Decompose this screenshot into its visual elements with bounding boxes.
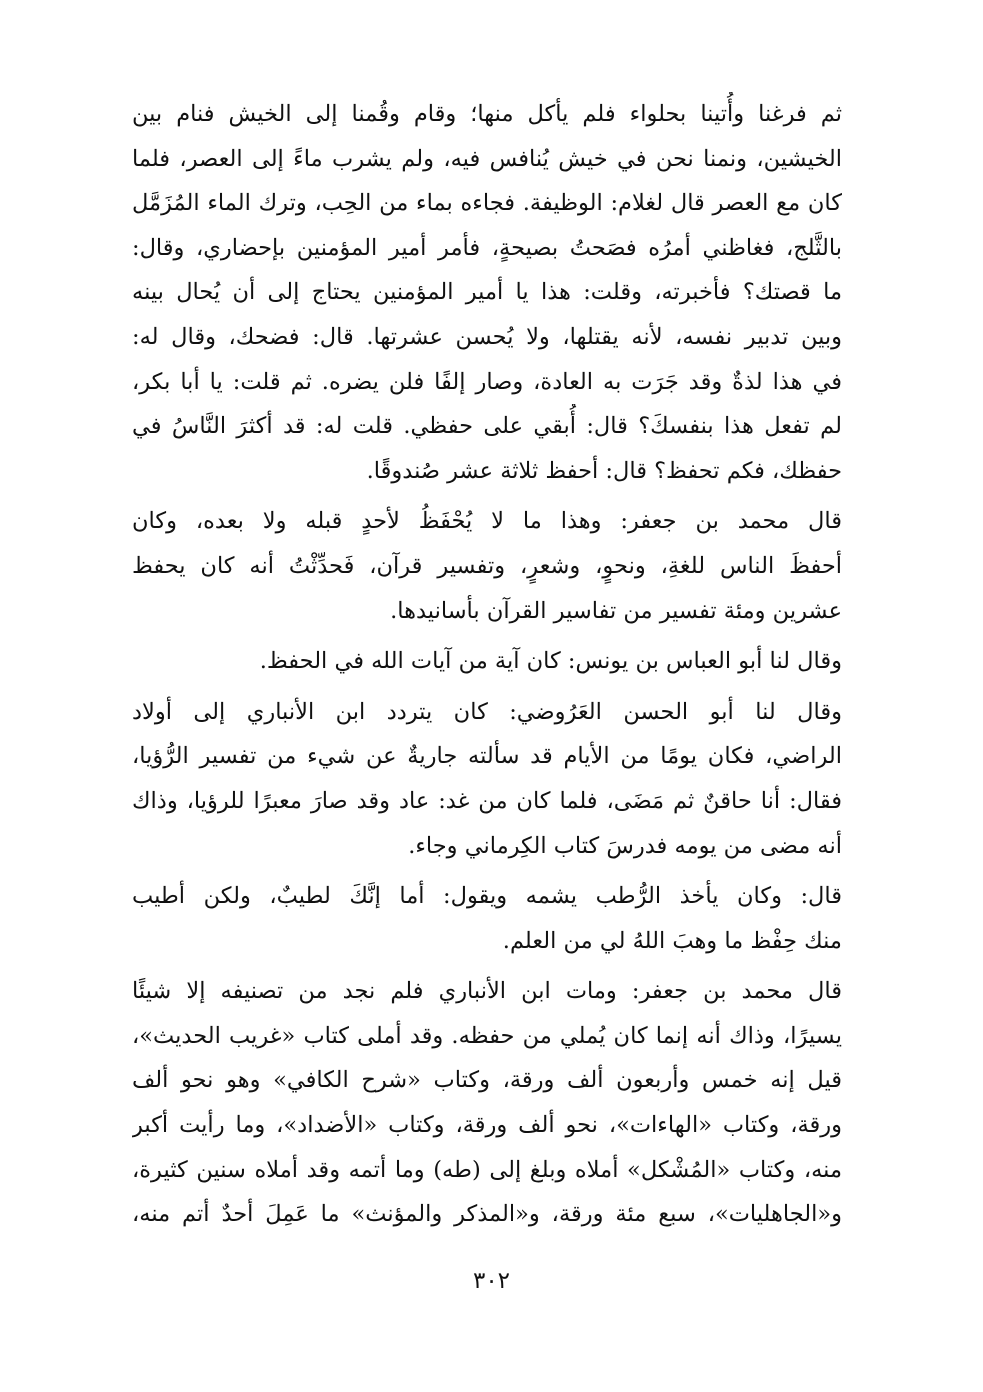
text-line: الراضي، فكان يومًا من الأيام قد سألته جاريةٌ عن شيء من تفسير الرُّؤيا، [132, 743, 842, 770]
text-line: ثم فرغنا وأُتينا بحلواء فلم يأكل منها؛ وقام وقُمنا إلى الخيش فنام بين [132, 101, 842, 127]
text-line: قيل إنه خمس وأربعون ألف ورقة، وكتاب «شرح الكافي» وهو نحو ألف [132, 1067, 842, 1094]
text-line: منك حِفْظ ما وهبَ اللهُ لي من العلم. [502, 927, 842, 954]
text-line: و«الجاهليات»، سبع مئة ورقة، و«المذكر والمؤنث» ما عَمِلَ أحدٌ أتم منه، [132, 1201, 842, 1228]
text-line: وبين تدبير نفسه، لأنه يقتلها، ولا يُحسن عشرتها. قال: فضحك، وقال له: [132, 323, 842, 350]
text-line: منه، وكتاب «المُشْكل» أملاه وبلغ إلى (طه) وما أتمه وقد أملاه سنين كثيرة، [132, 1156, 842, 1183]
text-line: لم تفعل هذا بنفسكَ؟ قال: أُبقي على حفظي. قلت له: قد أكثرَ النَّاسُ في [132, 413, 842, 440]
text-line: ورقة، وكتاب «الهاءات»، نحو ألف ورقة، وكتاب «الأضداد»، وما رأيت أكبر [132, 1112, 842, 1139]
text-line: قال: وكان يأخذ الرُّطب يشمه ويقول: أما إنَّكَ لطيبٌ، ولكن أطيب [132, 883, 842, 910]
text-line: فقال: أنا حاقنٌ ثم مَضَى، فلما كان من غد: عاد وقد صارَ معبرًا للرؤيا، وذاك [132, 787, 842, 814]
page-number: ٣٠٢ [472, 1268, 511, 1294]
text-line: قال محمد بن جعفر: ومات ابن الأنباري فلم نجد من تصنيفه إلا شيئًا [132, 978, 842, 1005]
text-line: قال محمد بن جعفر: وهذا ما لا يُحْفَظُ لأحدٍ قبله ولا بعده، وكان [132, 508, 842, 535]
text-line: ما قصتك؟ فأخبرته، وقلت: هذا يا أمير المؤمنين يحتاج إلى أن يُحال بينه [132, 279, 842, 306]
text-line: أنه مضى من يومه فدرسَ كتاب الكِرماني وجاء. [408, 832, 842, 859]
text-line: في هذا لذةٌ وقد جَرَت به العادة، وصار إلفًا فلن يضره. ثم قلت: يا أبا بكر، [132, 368, 842, 395]
text-line: بالثَّلج، فغاظني أمرُه فصَحتُ بصيحةٍ، فأمر أمير المؤمنين بإحضاري، وقال: [132, 234, 842, 261]
text-line: عشرين ومئة تفسير من تفاسير القرآن بأسانيدها. [390, 597, 842, 624]
text-line: الخيشين، ونمنا نحن في خيش يُنافس فيه، ولم يشرب ماءً إلى العصر، فلما [132, 145, 842, 172]
page-body-text [132, 92, 842, 1237]
text-line: حفظك، فكم تحفظ؟ قال: أحفظ ثلاثة عشر صُندوقًا. [366, 457, 842, 484]
text-line: أحفظَ الناس للغةِ، ونحوٍ، وشعرٍ، وتفسير قرآن، فَحدِّثْتُ أنه كان يحفظ [132, 552, 842, 579]
text-line: وقال لنا أبو العباس بن يونس: كان آية من آيات الله في الحفظ. [259, 648, 842, 675]
text-line: وقال لنا أبو الحسن العَرُوضي: كان يتردد ابن الأنباري إلى أولاد [132, 698, 842, 725]
text-line: يسيرًا، وذاك أنه إنما كان يُملي من حفظه. وقد أملى كتاب «غريب الحديث»، [132, 1022, 842, 1049]
text-line: كان مع العصر قال لغلام: الوظيفة. فجاءه بماء من الحِب، وترك الماء المُزَمَّل [132, 190, 842, 217]
